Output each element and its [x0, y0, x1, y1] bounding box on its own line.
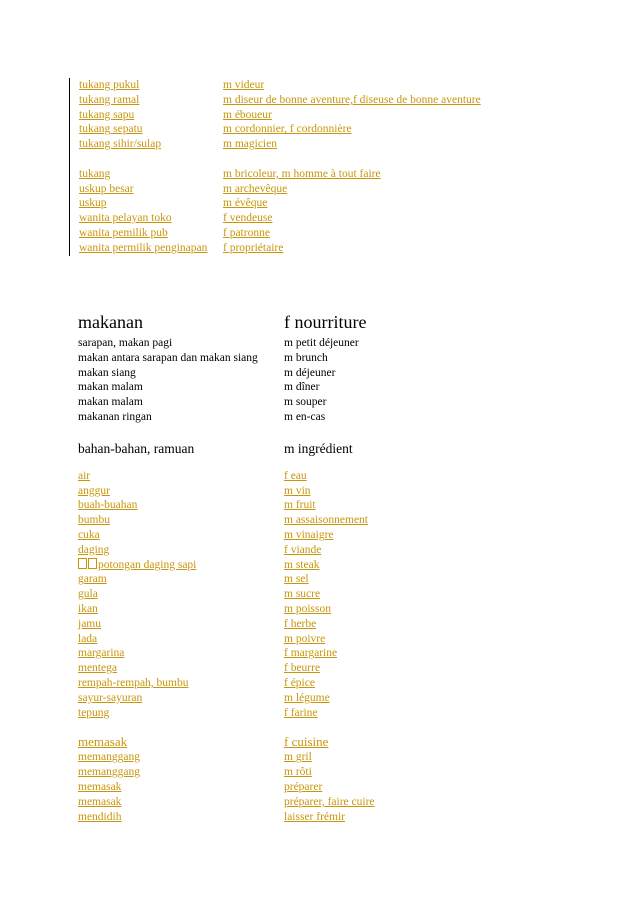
- translation-link[interactable]: m assaisonnement: [284, 514, 368, 527]
- word-link[interactable]: lada: [78, 632, 98, 645]
- word-with-glyph: [78, 558, 284, 573]
- list-item: [79, 122, 529, 137]
- word-link[interactable]: wanita pelayan toko: [79, 212, 172, 225]
- translation-link[interactable]: f épice: [284, 676, 315, 689]
- translation-link[interactable]: m vin: [284, 484, 311, 497]
- translation-link[interactable]: f farine: [284, 706, 318, 719]
- subheading-indonesian: bahan-bahan, ramuan: [78, 440, 195, 456]
- word-link[interactable]: anggur: [78, 484, 110, 497]
- translation-link[interactable]: m rôti: [284, 766, 312, 779]
- translation-link[interactable]: m videur: [223, 79, 265, 91]
- word-link[interactable]: garam: [78, 573, 107, 586]
- list-item: [78, 691, 558, 706]
- translation-link[interactable]: f herbe: [284, 617, 317, 630]
- vocabulary-list-occupations: [69, 78, 529, 256]
- list-item: [79, 182, 529, 197]
- translation: m petit déjeuner: [284, 337, 359, 349]
- word: makanan ringan: [78, 410, 152, 423]
- list-item: [78, 410, 558, 425]
- translation-link[interactable]: m sel: [284, 573, 309, 586]
- list-item: [79, 241, 529, 256]
- word-link[interactable]: memasak: [78, 780, 122, 793]
- word: makan siang: [78, 366, 136, 379]
- translation-link[interactable]: f eau: [284, 469, 307, 482]
- word-link[interactable]: memanggang: [78, 766, 140, 779]
- translation-link[interactable]: m vinaigre: [284, 528, 334, 541]
- word: makan malam: [78, 396, 143, 409]
- cooking-heading-link[interactable]: memasak: [78, 734, 128, 750]
- word-link[interactable]: mentega: [78, 662, 117, 675]
- list-item: [78, 750, 558, 765]
- translation-link[interactable]: f viande: [284, 543, 322, 556]
- list-item: [78, 351, 558, 366]
- spacer: [78, 720, 558, 734]
- list-item: [78, 572, 558, 587]
- translation-link[interactable]: m poivre: [284, 632, 326, 645]
- list-item: [79, 167, 529, 182]
- word-link[interactable]: uskup: [79, 197, 107, 210]
- missing-glyph-icon: [78, 558, 87, 569]
- word-link[interactable]: gula: [78, 588, 98, 601]
- list-item: [78, 602, 558, 617]
- cooking-heading-translation-link[interactable]: f cuisine: [284, 734, 329, 750]
- word-link[interactable]: tukang ramal: [79, 93, 140, 106]
- list-item: [78, 558, 558, 573]
- translation-link[interactable]: m poisson: [284, 602, 331, 615]
- list-item: [78, 380, 558, 395]
- word-link[interactable]: jamu: [78, 617, 101, 630]
- list-item: [78, 765, 558, 780]
- translation-link[interactable]: m cordonnier, f cordonnière: [223, 123, 352, 136]
- word: makan antara sarapan dan makan siang: [78, 351, 258, 364]
- translation-link[interactable]: m légume: [284, 691, 330, 704]
- list-item: [79, 108, 529, 123]
- translation: m déjeuner: [284, 366, 336, 379]
- translation-link[interactable]: laisser frémir: [284, 810, 345, 823]
- translation-link[interactable]: f vendeuse: [223, 212, 273, 225]
- list-item: [79, 78, 529, 93]
- list-item: [78, 780, 558, 795]
- word-link[interactable]: wanita pemilik pub: [79, 226, 168, 239]
- word-link[interactable]: tukang sihir/sulap: [79, 138, 162, 151]
- translation-link[interactable]: m sucre: [284, 588, 321, 601]
- translation-link[interactable]: m diseur de bonne aventure,f diseuse de bonne aventure: [223, 93, 481, 106]
- list-item: [78, 617, 558, 632]
- word-link[interactable]: margarina: [78, 647, 125, 660]
- list-item: [78, 513, 558, 528]
- list-item: [78, 587, 558, 602]
- word-link[interactable]: air: [78, 469, 91, 482]
- translation-link[interactable]: m steak: [284, 558, 320, 571]
- subheading-french: m ingrédient: [284, 440, 353, 456]
- translation: m dîner: [284, 381, 320, 394]
- missing-glyph-icon: [88, 558, 97, 569]
- list-item: [78, 395, 558, 410]
- word-link[interactable]: rempah-rempah, bumbu: [78, 676, 189, 689]
- list-item: [79, 211, 529, 226]
- list-item: [78, 484, 558, 499]
- word-link[interactable]: mendidih: [78, 810, 122, 823]
- translation-link[interactable]: f margarine: [284, 647, 338, 660]
- heading-french: f nourriture: [284, 312, 367, 332]
- word-link[interactable]: wanita permilik penginapan: [79, 241, 208, 254]
- translation: m souper: [284, 396, 327, 409]
- list-item: [78, 810, 558, 825]
- word-link[interactable]: bumbu: [78, 514, 110, 527]
- list-item: [78, 366, 558, 381]
- list-item: [78, 676, 558, 691]
- translation-link[interactable]: m archevêque: [223, 182, 288, 195]
- spacer: [78, 459, 558, 469]
- list-item: [78, 632, 558, 647]
- word-link[interactable]: tukang pukul: [79, 79, 140, 91]
- word: makan malam: [78, 381, 143, 394]
- vocabulary-list-food: [78, 308, 558, 824]
- translation: m brunch: [284, 351, 328, 364]
- word-link[interactable]: buah-buahan: [78, 499, 138, 512]
- list-item: [78, 646, 558, 661]
- word-link[interactable]: tukang: [79, 167, 111, 180]
- translation-link[interactable]: m gril: [284, 751, 312, 764]
- list-item: [78, 661, 558, 676]
- word-link[interactable]: memasak: [78, 795, 122, 808]
- translation-link[interactable]: f propriétaire: [223, 241, 284, 254]
- list-item: [78, 528, 558, 543]
- list-item: [79, 93, 529, 108]
- list-item: [79, 226, 529, 241]
- list-item: [79, 196, 529, 211]
- word-link[interactable]: sayur-sayuran: [78, 691, 143, 704]
- translation-link[interactable]: m évêque: [223, 197, 268, 210]
- list-item: [78, 469, 558, 484]
- translation-link[interactable]: m magicien: [223, 138, 277, 151]
- word-link[interactable]: tepung: [78, 706, 110, 719]
- heading-indonesian: makanan: [78, 312, 143, 332]
- word: sarapan, makan pagi: [78, 337, 173, 349]
- translation-link[interactable]: m fruit: [284, 499, 316, 512]
- subsection-heading: [78, 734, 558, 750]
- word-link[interactable]: memanggang: [78, 751, 140, 764]
- word-link[interactable]: cuka: [78, 528, 100, 541]
- list-item: [79, 137, 529, 152]
- subsection-heading: [78, 439, 558, 459]
- word-link[interactable]: tukang sapu: [79, 108, 135, 121]
- list-item: [78, 706, 558, 721]
- translation-link[interactable]: f beurre: [284, 662, 321, 675]
- word-link[interactable]: potongan daging sapi: [98, 558, 197, 571]
- translation-link[interactable]: préparer: [284, 780, 323, 793]
- translation-link[interactable]: f patronne: [223, 226, 270, 239]
- list-item: [78, 543, 558, 558]
- list-item: [78, 336, 558, 351]
- list-item: [78, 795, 558, 810]
- translation-link[interactable]: m éboueur: [223, 108, 272, 121]
- section-heading: [78, 308, 558, 336]
- word-link[interactable]: daging: [78, 543, 110, 556]
- word-link[interactable]: tukang sepatu: [79, 123, 143, 136]
- word-link[interactable]: ikan: [78, 602, 98, 615]
- word-link[interactable]: uskup besar: [79, 182, 134, 195]
- spacer: [79, 152, 529, 167]
- list-item: [78, 498, 558, 513]
- translation-link[interactable]: préparer, faire cuire: [284, 795, 375, 808]
- translation-link[interactable]: m bricoleur, m homme à tout faire: [223, 167, 381, 180]
- translation: m en-cas: [284, 410, 326, 423]
